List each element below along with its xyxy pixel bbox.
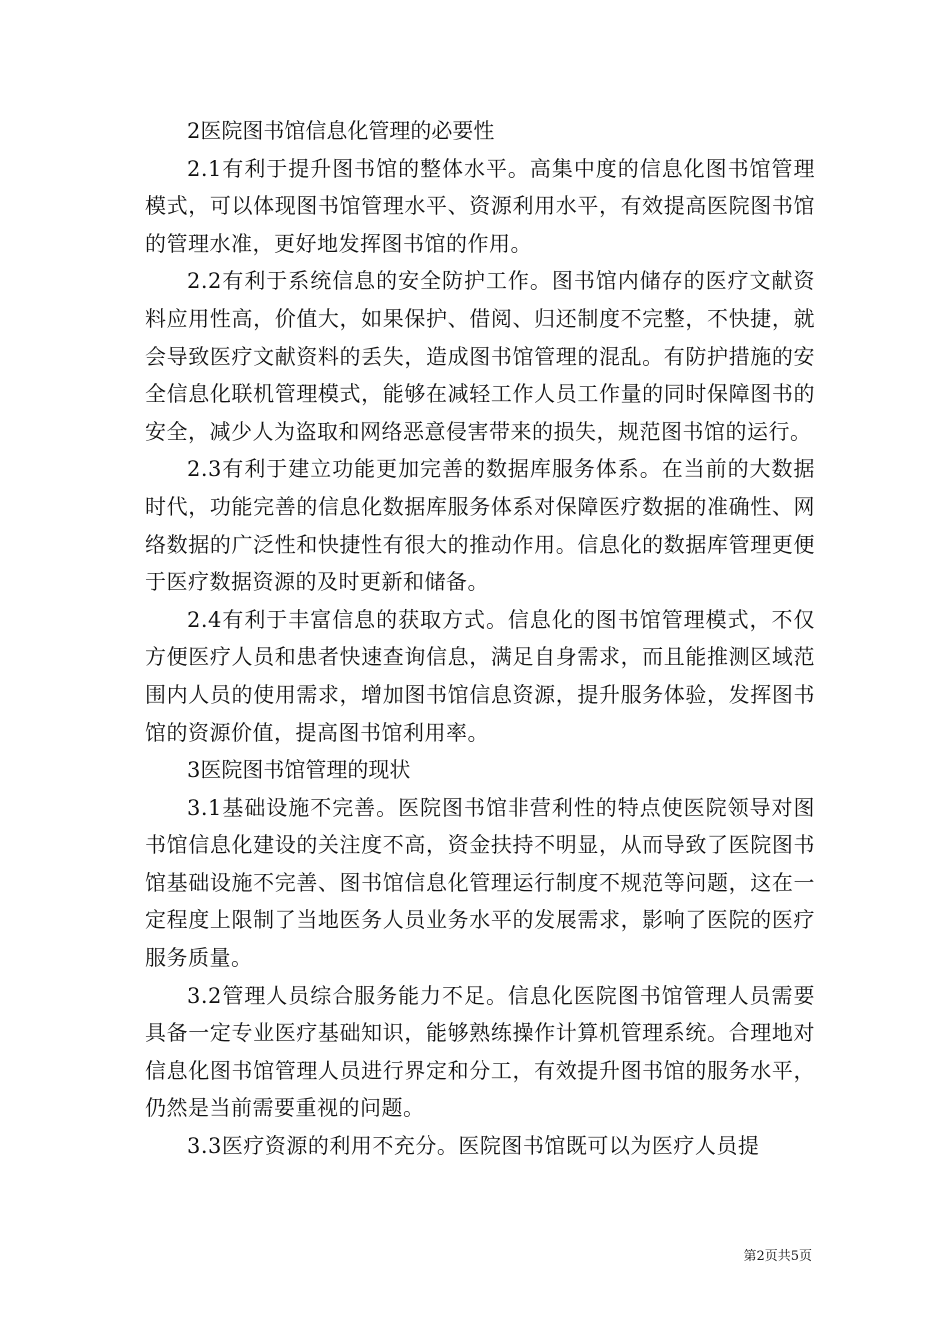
paragraph-3-2: 3.2管理人员综合服务能力不足。信息化医院图书馆管理人员需要具备一定专业医疗基础知识，能够熟练操作计算机管理系统。合理地对信息化图书馆管理人员进行界定和分工，有效提升图书馆的服务水平，仍然是当前需要重视的问题。 [145,983,815,1121]
paragraph-3-1: 3.1基础设施不完善。医院图书馆非营利性的特点使医院领导对图书馆信息化建设的关注度不高，资金扶持不明显，从而导致了医院图书馆基础设施不完善、图书馆信息化管理运行制度不规范等问题，这在一定程度上限制了当地医务人员业务水平的发展需求，影响了医院的医疗服务质量。 [145,795,815,971]
paragraph-2-4: 2.4有利于丰富信息的获取方式。信息化的图书馆管理模式，不仅方便医疗人员和患者快速查询信息，满足自身需求，而且能推测区域范围内人员的使用需求，增加图书馆信息资源，提升服务体验，发挥图书馆的资源价值，提高图书馆利用率。 [145,607,815,745]
paragraph-2-1: 2.1有利于提升图书馆的整体水平。高集中度的信息化图书馆管理模式，可以体现图书馆管理水平、资源利用水平，有效提高医院图书馆的管理水准，更好地发挥图书馆的作用。 [145,156,815,256]
section-heading-3: 3医院图书馆管理的现状 [187,758,411,783]
paragraph-2-2: 2.2有利于系统信息的安全防护工作。图书馆内储存的医疗文献资料应用性高，价值大，如果保护、借阅、归还制度不完整，不快捷，就会导致医疗文献资料的丢失，造成图书馆管理的混乱。有防护措施的安全信息化联机管理模式，能够在减轻工作人员工作量的同时保障图书的安全，减少人为盗取和网络恶意侵害带来的损失，规范图书馆的运行。 [145,269,815,444]
paragraph-3-3: 3.3医疗资源的利用不充分。医院图书馆既可以为医疗人员提 [187,1134,760,1159]
paragraph-2-3: 2.3有利于建立功能更加完善的数据库服务体系。在当前的大数据时代，功能完善的信息化数据库服务体系对保障医疗数据的准确性、网络数据的广泛性和快捷性有很大的推动作用。信息化的数据库管理更便于医疗数据资源的及时更新和储备。 [145,457,815,595]
section-heading-2: 2医院图书馆信息化管理的必要性 [187,119,495,143]
document-body [145,113,815,1166]
page-number-footer: 第2页共5页 [743,1249,812,1264]
